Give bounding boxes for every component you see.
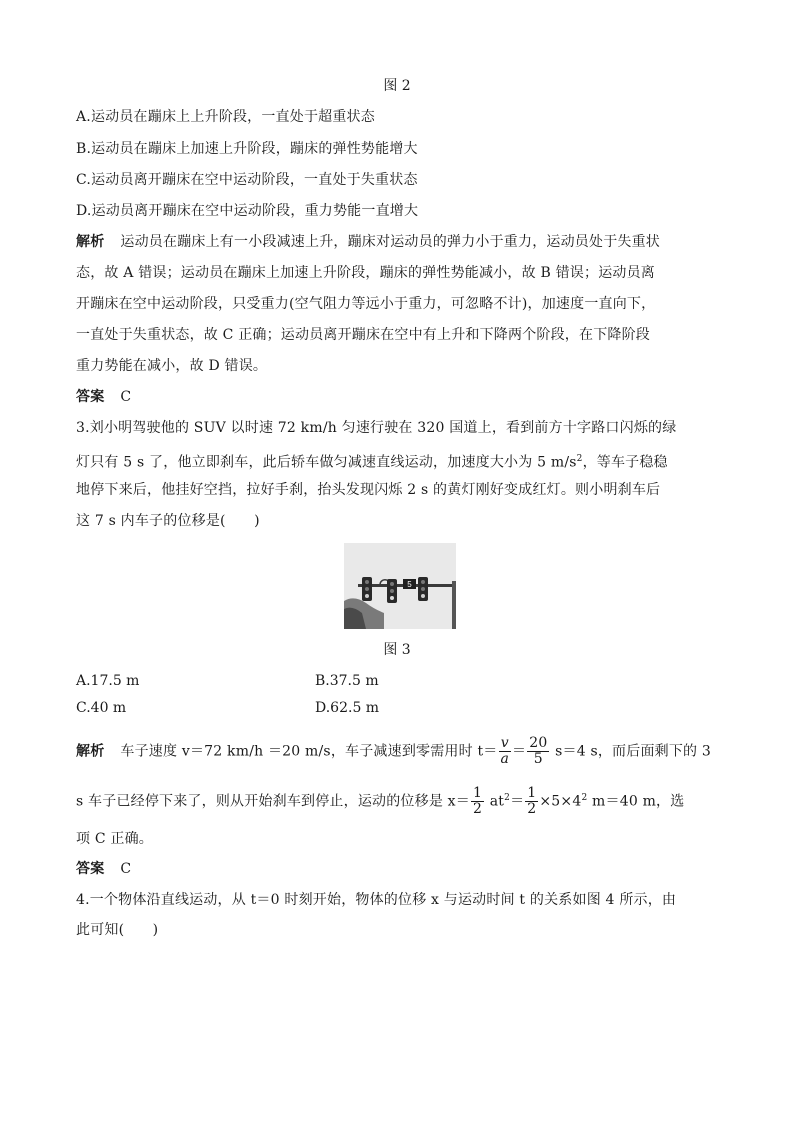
fraction-20-over-5: $\frac{20}{5}$ bbox=[529, 735, 548, 767]
figure-3-caption: 图 3 bbox=[383, 642, 411, 658]
q2-analysis-line-5: 重力势能在减小，故 D 错误。 bbox=[76, 358, 268, 374]
q2-analysis-line-1: 解析 运动员在蹦床上有一小段减速上升，蹦床对运动员的弹力小于重力，运动员处于失重状 bbox=[76, 234, 661, 250]
figure-2-caption: 图 2 bbox=[383, 78, 411, 94]
answer-label: 答案 bbox=[76, 861, 105, 877]
answer-value: C bbox=[120, 861, 132, 877]
fraction-one-half-2: $\frac{1}{2}$ bbox=[527, 785, 537, 817]
answer-label: 答案 bbox=[76, 389, 105, 405]
q2-option-b: B.运动员在蹦床上加速上升阶段，蹦床的弹性势能增大 bbox=[76, 141, 418, 157]
analysis-label: 解析 bbox=[76, 234, 105, 250]
fraction-v-over-a: $\frac{v}{a}$ bbox=[500, 735, 510, 767]
q3-answer bbox=[76, 859, 736, 879]
q3-stem-line-2: 灯只有 5 s 了，他立即刹车，此后轿车做匀减速直线运动，加速度大小为 5 $m/s^2$，等车子稳稳 bbox=[76, 454, 668, 471]
q2-analysis-line-4: 一直处于失重状态，故 C 正确；运动员离开蹦床在空中有上升和下降两个阶段，在下降阶段 bbox=[76, 327, 651, 343]
q3-option-a: A.17.5 m bbox=[76, 673, 140, 689]
traffic-light-illustration bbox=[344, 543, 456, 629]
q3-option-d: D.62.5 m bbox=[315, 700, 380, 716]
q4-stem-line-2: 此可知( ) bbox=[76, 922, 159, 938]
q2-answer bbox=[76, 387, 736, 407]
q2-analysis-line-3: 开蹦床在空中运动阶段，只受重力(空气阻力等远小于重力，可忽略不计)，加速度一直向下， bbox=[76, 296, 656, 312]
answer-value: C bbox=[120, 389, 132, 405]
analysis-label: 解析 bbox=[76, 743, 105, 760]
q3-analysis-line-2: s 车子已经停下来了，则从开始刹车到停止，运动的位移是 x＝ $\frac{1}{2}$ $at^2=$ $\frac{1}{2}$ $\times 5\times 4^2$ m＝40 m，选 bbox=[76, 785, 685, 817]
q3-stem-line-1: 3.刘小明驾驶他的 SUV 以时速 72 km/h 匀速行驶在 320 国道上，看到前方十字路口闪烁的绿 bbox=[76, 420, 677, 436]
fraction-one-half: $\frac{1}{2}$ bbox=[472, 785, 483, 817]
q3-analysis-line-3: 项 C 正确。 bbox=[76, 831, 154, 847]
q2-analysis-line-2: 态，故 A 错误；运动员在蹦床上加速上升阶段，蹦床的弹性势能减小，故 B 错误；运动员离 bbox=[76, 265, 655, 281]
q3-option-c: C.40 m bbox=[76, 700, 127, 716]
traffic-light-photo bbox=[344, 543, 456, 629]
q3-option-b: B.37.5 m bbox=[315, 673, 379, 689]
q3-analysis-line-1: 解析 车子速度 v＝72 km/h ＝20 m/s，车子减速到零需用时 t＝ $\frac{v}{a}$ ＝ $\frac{20}{5}$ s＝4 s，而后面剩下的 3 bbox=[76, 735, 712, 767]
q3-stem-line-3: 地停下来后，他挂好空挡，拉好手刹，抬头发现闪烁 2 s 的黄灯刚好变成红灯。则小明刹车后 bbox=[76, 482, 661, 498]
q3-stem-line-4: 这 7 s 内车子的位移是( ) bbox=[76, 513, 260, 529]
countdown-sign: 5 bbox=[407, 580, 412, 589]
q2-option-d: D.运动员离开蹦床在空中运动阶段，重力势能一直增大 bbox=[76, 203, 419, 219]
q2-option-c: C.运动员离开蹦床在空中运动阶段，一直处于失重状态 bbox=[76, 172, 418, 188]
q2-option-a: A.运动员在蹦床上上升阶段，一直处于超重状态 bbox=[76, 109, 375, 125]
q4-stem-line-1: 4.一个物体沿直线运动，从 t＝0 时刻开始，物体的位移 x 与运动时间 t 的关系如图 4 所示，由 bbox=[76, 892, 677, 908]
